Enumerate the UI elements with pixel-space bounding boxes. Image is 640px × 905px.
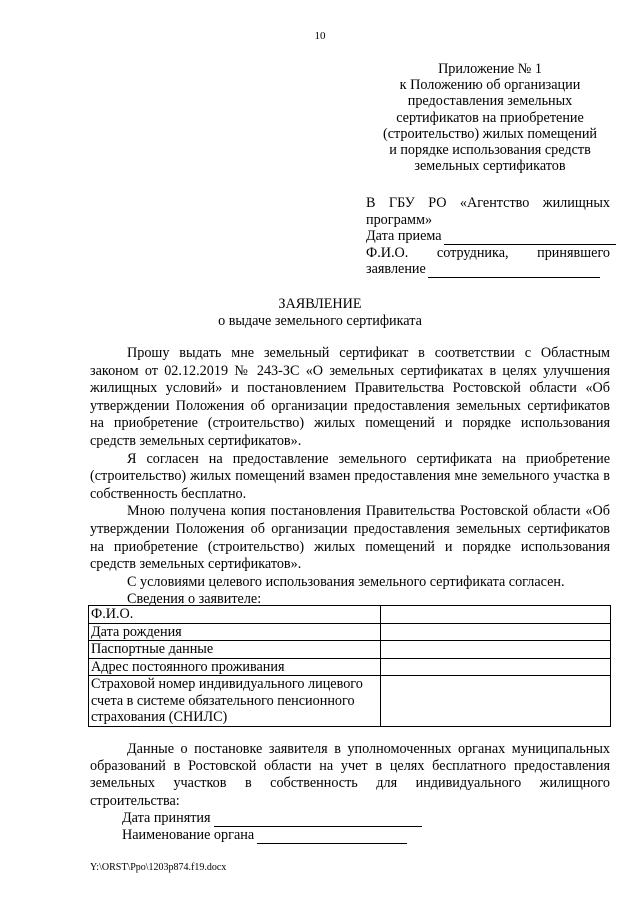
registration-block	[90, 741, 610, 844]
employee-name-field[interactable]	[366, 261, 610, 278]
recipient-agency-cont: программ»	[366, 211, 433, 228]
employee-label: Ф.И.О. сотрудника, принявшего	[366, 244, 610, 261]
table-row	[89, 606, 611, 624]
appendix-line: сертификатов на приобретение	[396, 109, 584, 126]
organ-name-field[interactable]	[90, 827, 610, 844]
row-label: Адрес постоянного проживания	[89, 658, 381, 676]
acceptance-date-blank[interactable]	[214, 814, 422, 827]
file-path-footer: Y:\ORST\Ppo\1203p874.f19.docx	[90, 862, 227, 873]
organ-name-blank[interactable]	[257, 831, 407, 844]
row-label: Ф.И.О.	[89, 606, 381, 624]
recipient-agency: В ГБУ РО «Агентство жилищных	[366, 195, 610, 211]
row-value[interactable]	[381, 623, 611, 641]
row-label: Паспортные данные	[89, 641, 381, 659]
employee-name-blank[interactable]	[428, 265, 600, 278]
row-label: Страховой номер индивидуального лицевого счета в системе обязательного пенсионного страхования (СНИЛС)	[89, 676, 381, 727]
recipient-block	[366, 195, 610, 278]
acceptance-date-field[interactable]	[90, 810, 610, 827]
employee-label-cont: заявление	[366, 261, 426, 277]
receipt-date-label: Дата приема	[366, 228, 442, 244]
appendix-line: и порядке использования средств	[389, 142, 591, 159]
paragraph-applicant-info: Сведения о заявителе:	[127, 591, 262, 608]
row-value[interactable]	[381, 658, 611, 676]
appendix-line: предоставления земельных	[407, 93, 573, 110]
page-number: 10	[314, 30, 326, 42]
acceptance-date-label: Дата принятия	[122, 809, 211, 826]
paragraph-conditions: С условиями целевого использования земельного сертификата согласен.	[127, 573, 565, 590]
table-row	[89, 658, 611, 676]
appendix-line: к Положению об организации	[399, 77, 581, 94]
paragraph-copy-received: Мною получена копия постановления Правительства Ростовской области «Об утверждении Положения об организации предоставления земельных сертификатов на приобретение (строительство) жилых помещений и порядке использования средств земельных сертификатов».	[90, 503, 610, 573]
paragraph-request: Прошу выдать мне земельный сертификат в соответствии с Областным законом от 02.12.2019 № 243-ЗС «О земельных сертификатах в целях улучшения жилищных условий» и постановлением Правительства Ростовской области «Об утверждении Положения об организации предоставления земельных сертификатов на приобретение (строительство) жилых помещений и порядке использования средств земельных сертификатов».	[90, 345, 610, 449]
applicant-table	[88, 605, 611, 727]
receipt-date-field[interactable]	[366, 228, 610, 245]
appendix-line: (строительство) жилых помещений	[382, 125, 598, 142]
title-subheading: о выдаче земельного сертификата	[218, 313, 422, 329]
registration-text: Данные о постановке заявителя в уполномоченных органах муниципальных образований в Ростовской области на учет в целях бесплатного предоставления земельных участков в собственность для индивидуального жилищного строительства:	[90, 741, 610, 809]
paragraph-consent: Я согласен на предоставление земельного сертификата на приобретение (строительство) жилых помещений взамен предоставления мне земельного участка в собственность бесплатно.	[90, 450, 610, 502]
table-row	[89, 676, 611, 727]
row-value[interactable]	[381, 641, 611, 659]
organ-name-label: Наименование органа	[122, 827, 255, 844]
row-value[interactable]	[381, 676, 611, 727]
appendix-header	[360, 61, 620, 174]
document-title	[0, 296, 640, 330]
table-row	[89, 623, 611, 641]
title-heading: ЗАЯВЛЕНИЕ	[278, 296, 362, 312]
row-value[interactable]	[381, 606, 611, 624]
appendix-line: земельных сертификатов	[414, 158, 566, 175]
row-label: Дата рождения	[89, 623, 381, 641]
application-body	[90, 345, 610, 609]
receipt-date-blank[interactable]	[444, 232, 616, 245]
appendix-line: Приложение № 1	[438, 61, 542, 77]
table-row	[89, 641, 611, 659]
